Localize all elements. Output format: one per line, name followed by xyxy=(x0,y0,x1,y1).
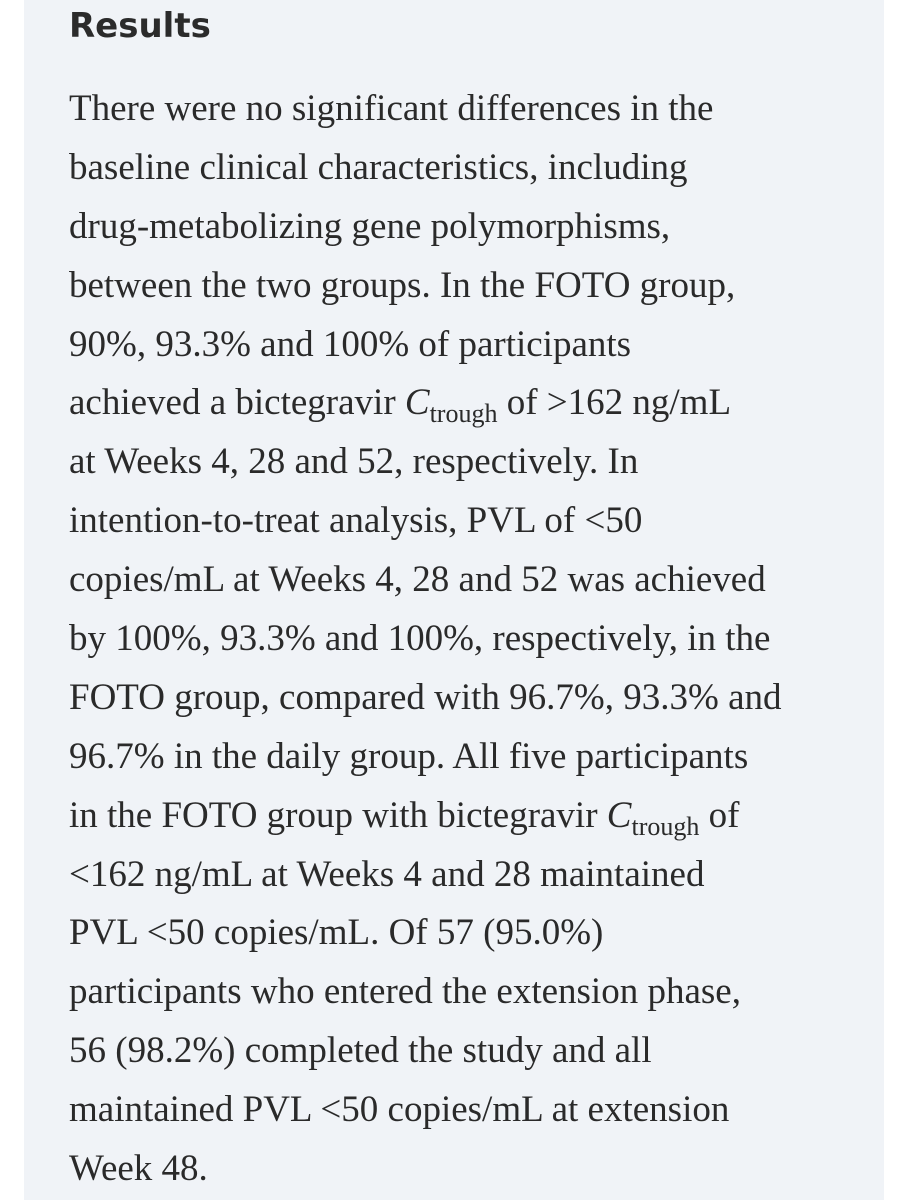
c-trough-subscript: trough xyxy=(631,811,700,841)
text-fragment: achieved a bictegravir xyxy=(69,382,405,424)
text-line: at Weeks 4, 28 and 52, respectively. In xyxy=(69,441,639,483)
text-line: 96.7% in the daily group. All five participants xyxy=(69,735,749,777)
results-paragraph xyxy=(69,80,782,1199)
text-line: intention-to-treat analysis, PVL of <50 xyxy=(69,500,643,542)
text-line: There were no significant differences in the xyxy=(69,88,714,129)
text-line xyxy=(69,787,782,846)
text-line: by 100%, 93.3% and 100%, respectively, in the xyxy=(69,618,771,660)
text-line: participants who entered the extension phase, xyxy=(69,971,741,1013)
text-line: maintained PVL <50 copies/mL at extension xyxy=(69,1089,730,1131)
text-fragment: in the FOTO group with bictegravir xyxy=(69,794,607,836)
text-line: Week 48. xyxy=(69,1148,208,1190)
c-trough-symbol: C xyxy=(404,382,430,424)
c-trough-subscript: trough xyxy=(429,399,498,429)
text-line: copies/mL at Weeks 4, 28 and 52 was achieved xyxy=(69,559,766,601)
text-line: FOTO group, compared with 96.7%, 93.3% and xyxy=(69,676,782,718)
c-trough-symbol: C xyxy=(606,794,632,836)
text-line: PVL <50 copies/mL. Of 57 (95.0%) xyxy=(69,912,604,954)
text-line: drug-metabolizing gene polymorphisms, xyxy=(69,205,671,247)
text-fragment: of >162 ng/mL xyxy=(497,382,732,424)
section-heading: Results xyxy=(69,6,211,46)
text-line: 56 (98.2%) completed the study and all xyxy=(69,1030,652,1072)
text-line: 90%, 93.3% and 100% of participants xyxy=(69,323,632,365)
text-line: baseline clinical characteristics, including xyxy=(69,146,688,188)
text-line xyxy=(69,374,782,433)
text-fragment: of xyxy=(699,794,740,836)
text-line: between the two groups. In the FOTO group, xyxy=(69,264,736,306)
text-line: <162 ng/mL at Weeks 4 and 28 maintained xyxy=(69,853,705,895)
